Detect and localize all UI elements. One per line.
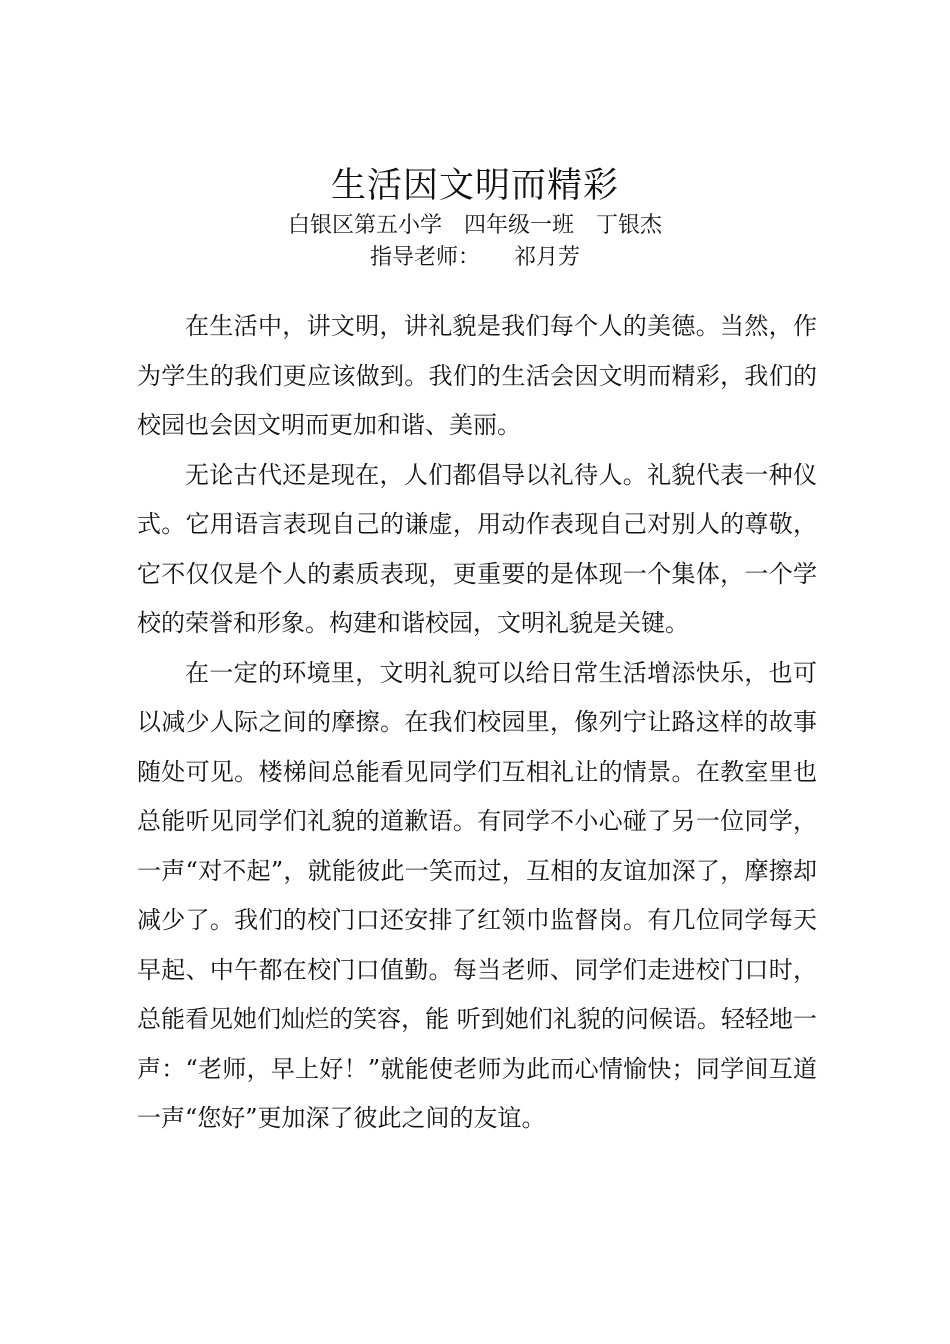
teacher-name: 祁月芳 xyxy=(514,245,581,270)
teacher-label: 指导老师： xyxy=(369,245,480,270)
paragraph: 在生活中，讲文明，讲礼貌是我们每个人的美德。当然，作为学生的我们更应该做到。我们的生活会因文明而精彩，我们的校园也会因文明而更加和谐、美丽。 xyxy=(137,312,817,439)
paragraph: 在一定的环境里，文明礼貌可以给日常生活增添快乐，也可以减少人际之间的摩擦。在我们校园里，像列宁让路这样的故事随处可见。楼梯间总能看见同学们互相礼让的情景。在教室里也总能听见同学们礼貌的道歉语。有同学不小心碰了另一位同学，一声“对不起”，就能彼此一笑而过，互相的友谊加深了，摩擦却减少了。我们的校门口还安排了红领巾监督岗。有几位同学每天早起、中午都在校门口值勤。每当老师、同学们走进校门口时，总能看见她们灿烂的笑容，能 听到她们礼貌的问候语。轻轻地一声：“老师，早上好！”就能使老师为此而心情愉快；同学间互道一声“您好”更加深了彼此之间的友谊。 xyxy=(137,658,817,1132)
school-name: 白银区第五小学 xyxy=(287,213,442,238)
teacher-info-line xyxy=(0,243,950,273)
document-title: 生活因文明而精彩 xyxy=(330,166,619,206)
author-name: 丁银杰 xyxy=(596,213,663,238)
paragraph: 无论古代还是现在，人们都倡导以礼待人。礼貌代表一种仪式。它用语言表现自己的谦虚，用动作表现自己对别人的尊敬，它不仅仅是个人的素质表现，更重要的是体现一个集体，一个学校的荣誉和形象。构建和谐校园，文明礼貌是关键。 xyxy=(137,460,817,637)
author-info-line xyxy=(0,211,950,241)
document-body xyxy=(137,302,817,1144)
class-name: 四年级一班 xyxy=(463,213,574,238)
